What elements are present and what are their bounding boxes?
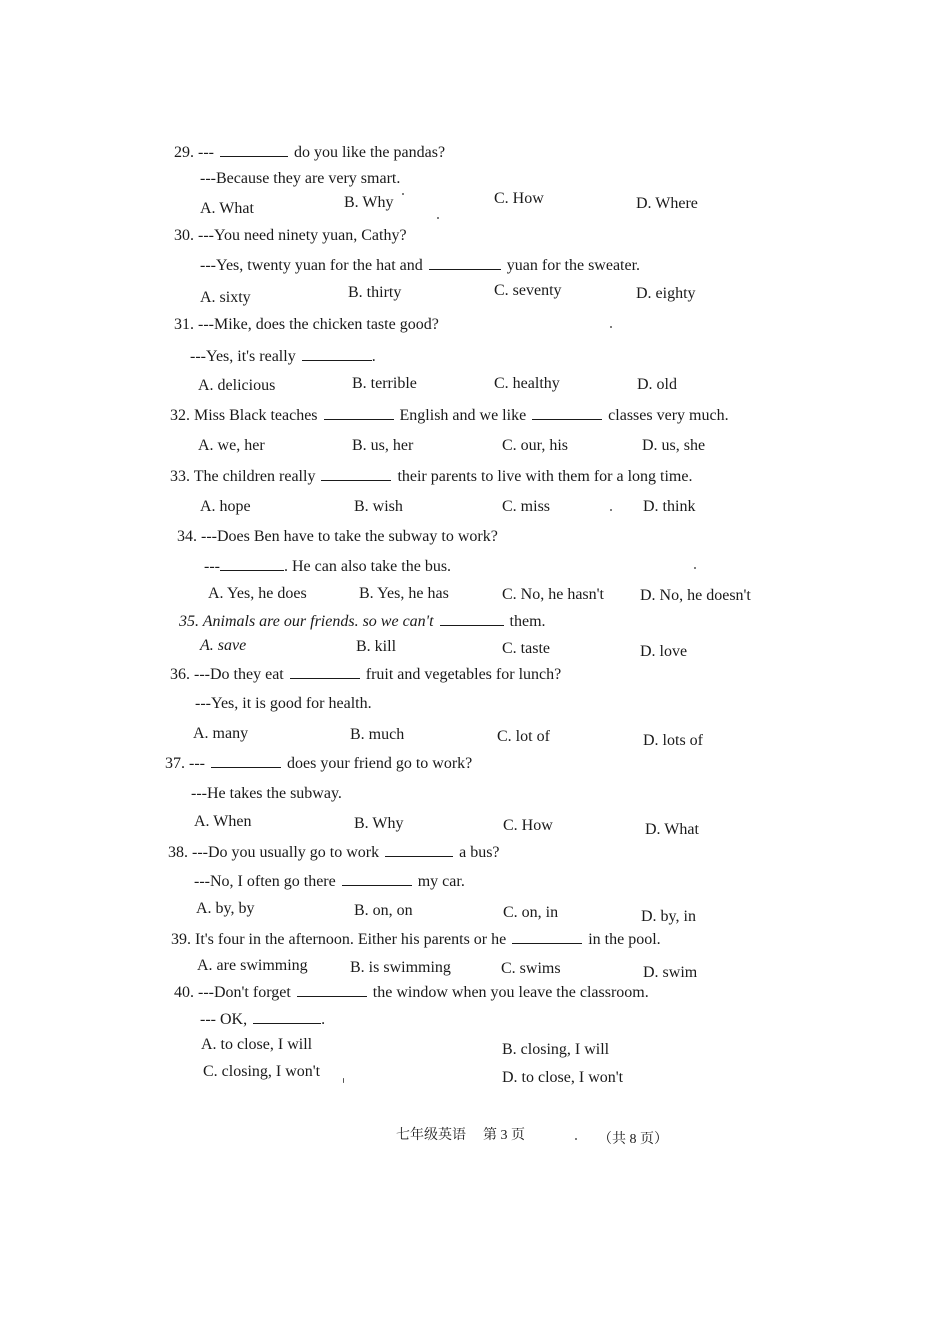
q37-option-c: C. How [503,817,553,834]
q29-option-b: B. Why [344,194,394,211]
q30-option-b: B. thirty [348,284,402,301]
q29-stem: 29. --- do you like the pandas? [174,144,446,161]
question-number: 29. [174,144,194,161]
question-number: 31. [174,316,194,333]
q30-line2: ---Yes, twenty yuan for the hat and yuan for the sweater. [200,257,641,274]
answer-blank [253,1009,321,1024]
scan-speck [402,193,404,195]
q35-option-c: C. taste [502,640,550,657]
q36-line2: ---Yes, it is good for health. [195,695,372,712]
answer-blank [532,405,602,420]
q37-option-b: B. Why [354,815,404,832]
q35-option-b: B. kill [356,638,397,655]
q39-option-b: B. is swimming [350,959,451,976]
question-number: 32. [170,407,190,424]
q31-stem: 31. ---Mike, does the chicken taste good? [174,316,439,333]
q38-option-b: B. on, on [354,902,413,919]
q39-option-a: A. are swimming [197,957,308,974]
answer-blank [440,611,504,626]
q31-option-d: D. old [637,376,677,393]
q37-option-a: A. When [194,813,252,830]
q30-option-c: C. seventy [494,282,562,299]
q29-option-c: C. How [494,190,544,207]
question-number: 30. [174,227,194,244]
scan-speck [343,1078,344,1083]
q38-option-c: C. on, in [503,904,559,921]
q36-option-c: C. lot of [497,728,550,745]
answer-blank [324,405,394,420]
q34-option-d: D. No, he doesn't [640,587,751,604]
answer-blank [302,346,372,361]
q33-option-d: D. think [643,498,696,515]
answer-blank [211,753,281,768]
q32-option-d: D. us, she [642,437,706,454]
q36-stem: 36. ---Do they eat fruit and vegetables for lunch? [170,666,562,683]
answer-blank [220,556,284,571]
q32-stem: 32. Miss Black teaches English and we like classes very much. [170,407,729,424]
scan-speck [610,509,612,511]
q39-stem: 39. It's four in the afternoon. Either his parents or he in the pool. [171,931,661,948]
q39-option-d: D. swim [643,964,698,981]
footer-total-pages: （共 8 页） [598,1132,668,1147]
q29-option-d: D. Where [636,195,698,212]
q32-option-b: B. us, her [352,437,414,454]
q30-option-a: A. sixty [200,289,251,306]
q35-option-a: A. save [200,637,247,654]
answer-blank [342,871,412,886]
q29-option-a: A. What [200,200,254,217]
scan-speck [694,567,696,569]
question-number: 39. [171,931,191,948]
q40-option-d: D. to close, I won't [502,1069,624,1086]
q31-option-b: B. terrible [352,375,417,392]
question-number: 35. [179,613,199,630]
q38-option-a: A. by, by [196,900,255,917]
answer-blank [385,842,453,857]
q39-option-c: C. swims [501,960,561,977]
scan-speck [575,1138,577,1140]
footer-page-number: 第 3 页 [483,1128,525,1143]
answer-blank [297,982,367,997]
q35-stem: 35. Animals are our friends. so we can't them. [179,613,546,630]
q34-option-c: C. No, he hasn't [502,586,604,603]
question-number: 33. [170,468,190,485]
q36-option-d: D. lots of [643,732,703,749]
q33-stem: 33. The children really their parents to live with them for a long time. [170,468,693,485]
q33-option-a: A. hope [200,498,251,515]
question-number: 37. [165,755,185,772]
q30-option-d: D. eighty [636,285,696,302]
q34-line2: --- . He can also take the bus. [204,558,452,575]
q36-option-b: B. much [350,726,405,743]
question-number: 36. [170,666,190,683]
answer-blank [321,466,391,481]
q30-stem: 30. ---You need ninety yuan, Cathy? [174,227,407,244]
q40-option-a: A. to close, I will [201,1036,313,1053]
q34-option-a: A. Yes, he does [208,585,307,602]
answer-blank [220,142,288,157]
q38-line2: ---No, I often go there my car. [194,873,465,890]
q34-stem: 34. ---Does Ben have to take the subway to work? [177,528,498,545]
question-number: 40. [174,984,194,1001]
question-number: 38. [168,844,188,861]
q37-line2: ---He takes the subway. [191,785,342,802]
answer-blank [512,929,582,944]
scan-speck [437,217,439,219]
q36-option-a: A. many [193,725,249,742]
q38-option-d: D. by, in [641,908,696,925]
q40-line2: --- OK, . [200,1011,326,1028]
q33-option-b: B. wish [354,498,403,515]
answer-blank [290,664,360,679]
q34-option-b: B. Yes, he has [359,585,449,602]
q31-option-c: C. healthy [494,375,560,392]
question-number: 34. [177,528,197,545]
q31-option-a: A. delicious [198,377,276,394]
q31-line2: ---Yes, it's really . [190,348,376,365]
scan-speck [610,326,612,328]
q35-option-d: D. love [640,643,688,660]
q32-option-a: A. we, her [198,437,265,454]
q33-option-c: C. miss [502,498,551,515]
q29-line2: ---Because they are very smart. [200,170,401,187]
answer-blank [429,255,501,270]
q40-option-b: B. closing, I will [502,1041,610,1058]
q37-stem: 37. --- does your friend go to work? [165,755,473,772]
q40-option-c: C. closing, I won't [203,1063,321,1080]
q32-option-c: C. our, his [502,437,569,454]
q38-stem: 38. ---Do you usually go to work a bus? [168,844,500,861]
footer-subject: 七年级英语 [396,1128,466,1143]
q37-option-d: D. What [645,821,699,838]
q40-stem: 40. ---Don't forget the window when you leave the classroom. [174,984,649,1001]
